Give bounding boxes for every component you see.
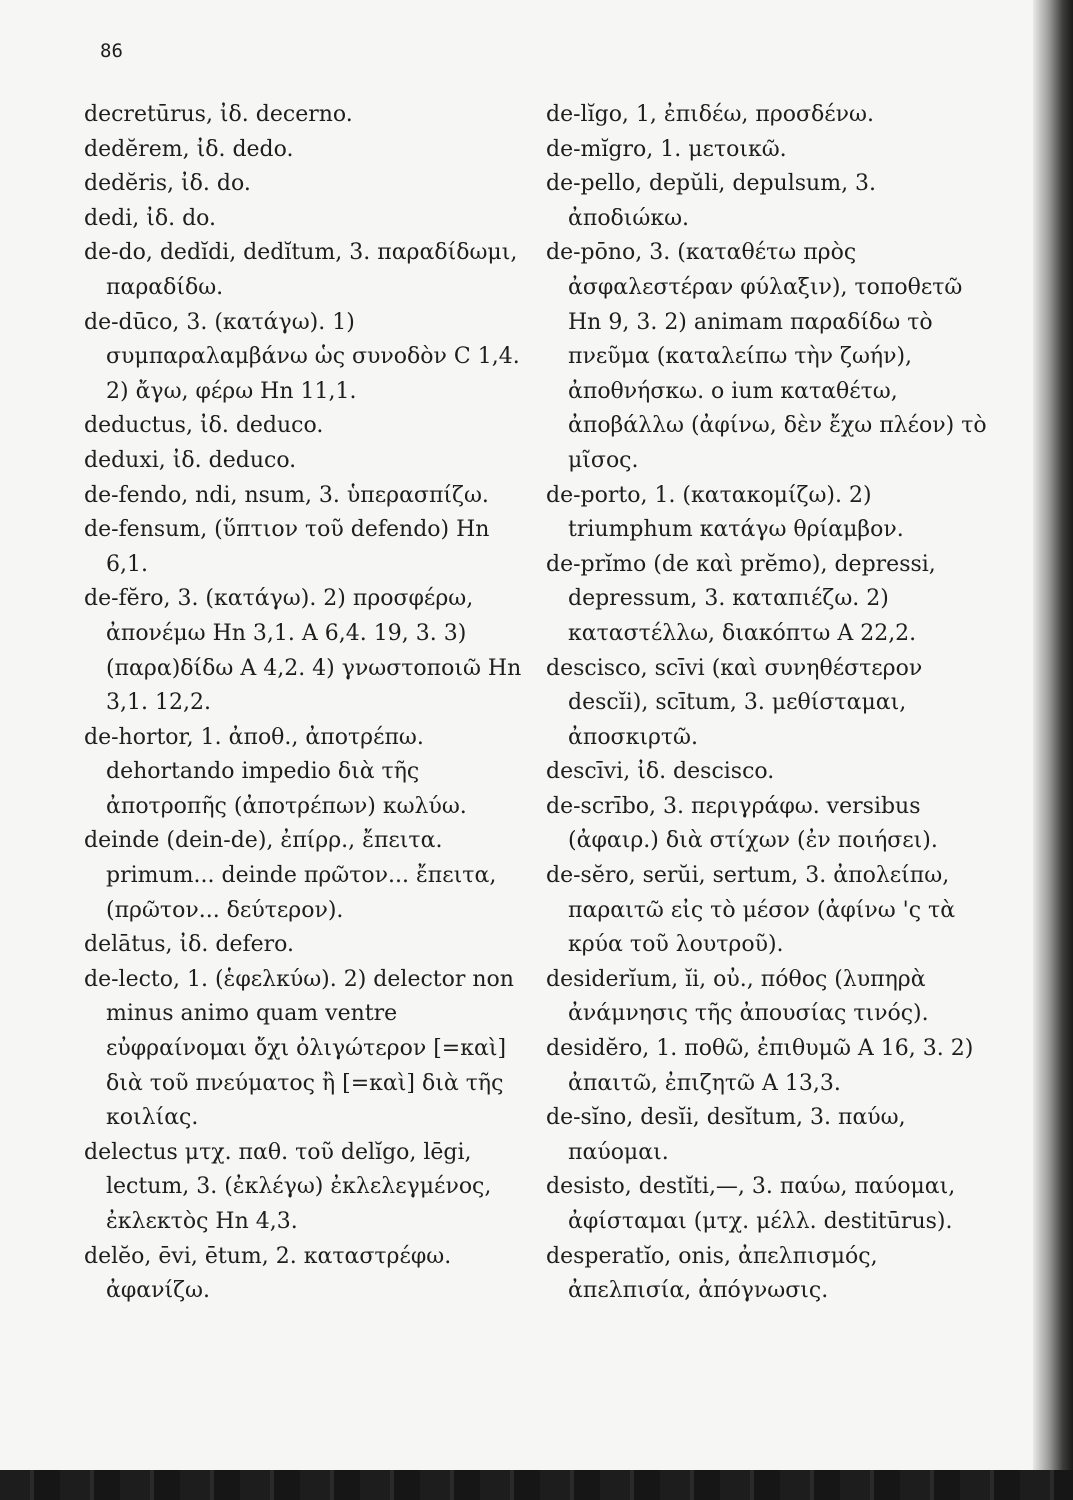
entry: de-scrībo, 3. περιγράφω. versibus (ἀφαιρ.) διὰ στίχων (ἐν ποιήσει).	[546, 793, 938, 854]
entry: de-sĭno, desĭi, desĭtum, 3. παύω, παύομαι.	[546, 1105, 906, 1165]
entry: deduxi, ἰδ. deduco.	[84, 447, 297, 473]
entry: de-mĭgro, 1. μετοικῶ.	[546, 136, 787, 162]
entry: desiderĭum, ĭi, οὐ., πόθος (λυπηρὰ ἀνάμνησις τῆς ἀπουσίας τινός).	[546, 966, 929, 1027]
left-column	[84, 98, 530, 1309]
entry: de-pōno, 3. (καταθέτω πρὸς ἀσφαλεστέραν φύλαξιν), τοποθετῶ Hn 9, 3. 2) animam παραδίδω τὸ πνεῦμα (καταλείπω τὴν ζωήν), ἀποθνήσκω. o ium καταθέτω, ἀποβάλλω (ἀφίνω, δὲν ἔχω πλέον) τὸ μῖσος.	[546, 240, 987, 473]
entry: desidĕro, 1. ποθῶ, ἐπιθυμῶ A 16, 3. 2) ἀπαιτῶ, ἐπιζητῶ A 13,3.	[546, 1036, 974, 1096]
right-column	[546, 98, 993, 1309]
entry: dedĕris, ἰδ. do.	[84, 171, 251, 197]
bottom-scan-bar	[0, 1470, 1073, 1500]
entry: delectus μτχ. παθ. τοῦ delĭgo, lēgi, lectum, 3. (ἐκλέγω) ἐκλελεγμένος, ἐκλεκτὸς Hn 4,3.	[84, 1139, 492, 1234]
entry: de-dūco, 3. (κατάγω). 1) συμπαραλαμβάνω ὡς συνοδὸν C 1,4. 2) ἄγω, φέρω Hn 11,1.	[84, 309, 520, 404]
entry: dedĕrem, ἰδ. dedo.	[84, 136, 294, 162]
entry: de-sĕro, serŭi, sertum, 3. ἀπολείπω, παραιτῶ εἰς τὸ μέσον (ἀφίνω 'ς τὰ κρύα τοῦ λουτροῦ).	[546, 863, 956, 958]
entry: de-hortor, 1. ἀποθ., ἀποτρέπω. dehortando impedio διὰ τῆς ἀποτροπῆς (ἀποτρέπων) κωλύω.	[84, 724, 467, 819]
entry: decretūrus, ἰδ. decerno.	[84, 102, 353, 127]
entry: de-prĭmo (de καὶ prĕmo), depressi, depressum, 3. καταπιέζω. 2) καταστέλλω, διακόπτω A 22,2.	[546, 551, 936, 646]
entry: desisto, destĭti,—, 3. παύω, παύομαι, ἀφίσταμαι (μτχ. μέλλ. destitūrus).	[546, 1174, 956, 1234]
entry: de-fendo, ndi, nsum, 3. ὑπερασπίζω.	[84, 482, 489, 508]
right-edge-bleed	[1033, 0, 1073, 1500]
entry: de-fĕro, 3. (κατάγω). 2) προσφέρω, ἀπονέμω Hn 3,1. A 6,4. 19, 3. 3) (παρα)δίδω A 4,2. 4) γνωστοποιῶ Hn 3,1. 12,2.	[84, 586, 522, 716]
entry: deinde (dein-de), ἐπίρρ., ἔπειτα. primum... deinde πρῶτον... ἔπειτα, (πρῶτον... δεύτερον).	[84, 828, 497, 923]
entry: delĕo, ēvi, ētum, 2. καταστρέφω. ἀφανίζω.	[84, 1243, 452, 1304]
entry: deductus, ἰδ. deduco.	[84, 413, 324, 439]
entry: de-pello, depŭli, depulsum, 3. ἀποδιώκω.	[546, 171, 877, 231]
entry: de-do, dedĭdi, dedĭtum, 3. παραδίδωμι, παραδίδω.	[84, 240, 518, 300]
entry: de-lĭgo, 1, ἐπιδέω, προσδένω.	[546, 102, 874, 127]
entry: de-porto, 1. (κατακομίζω). 2) triumphum κατάγω θρίαμβον.	[546, 482, 904, 543]
entry: descisco, scīvi (καὶ συνηθέστερον descĭi), scītum, 3. μεθίσταμαι, ἀποσκιρτῶ.	[546, 655, 923, 750]
entry: delātus, ἰδ. defero.	[84, 932, 295, 958]
page-number: 86	[100, 40, 123, 62]
entry: descīvi, ἰδ. descisco.	[546, 759, 775, 785]
entry: de-fensum, (ὕπτιον τοῦ defendo) Hn 6,1.	[84, 517, 490, 577]
entry: de-lecto, 1. (ἑφελκύω). 2) delector non minus animo quam ventre εὐφραίνομαι ὄχι ὀλιγώτερον [=καὶ] διὰ τοῦ πνεύματος ἢ [=καὶ] διὰ τῆς κοιλίας.	[84, 966, 514, 1131]
entry: dedi, ἰδ. do.	[84, 205, 216, 231]
entry: desperatĭo, onis, ἀπελπισμός, ἀπελπισία, ἀπόγνωσις.	[546, 1243, 878, 1304]
